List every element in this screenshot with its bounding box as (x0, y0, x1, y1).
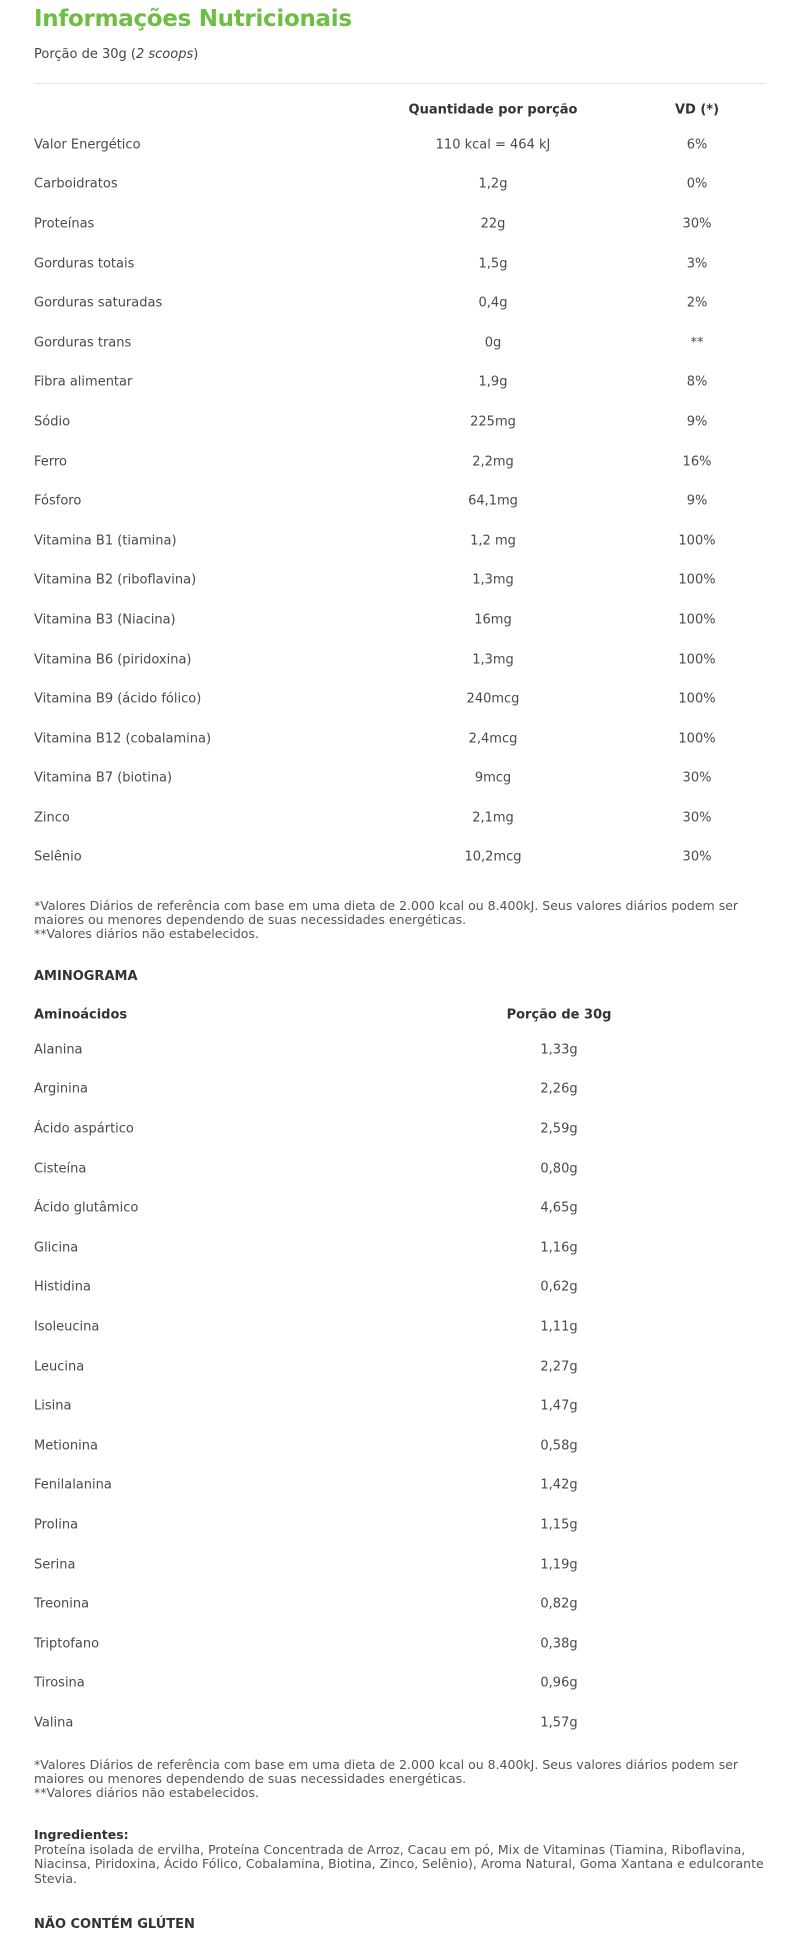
nutrition-row (34, 244, 766, 284)
nutrient-vd: 6% (686, 137, 708, 153)
amino-name: Fenilalanina (34, 1477, 112, 1493)
nutrition-row (34, 640, 766, 680)
gluten-notice: NÃO CONTÉM GLÚTEN (34, 1917, 195, 1932)
nutrient-quantity: 22g (480, 216, 506, 232)
nutrition-row (34, 363, 766, 403)
nutrient-name: Vitamina B2 (riboflavina) (34, 572, 197, 588)
nutrient-quantity: 9mcg (474, 770, 512, 786)
amino-name: Valina (34, 1715, 74, 1731)
amino-portion: 2,59g (540, 1121, 578, 1137)
aminogram-footnotes (34, 1758, 774, 1800)
nutrition-footnotes (34, 899, 774, 941)
amino-portion: 1,57g (540, 1715, 578, 1731)
amino-portion: 0,82g (540, 1596, 578, 1612)
amino-portion: 1,11g (540, 1319, 578, 1335)
amino-name: Cisteína (34, 1161, 87, 1177)
ingredients-label: Ingredientes: (34, 1827, 129, 1842)
nutrient-name: Vitamina B9 (ácido fólico) (34, 691, 202, 707)
aminogram-table-header (34, 1000, 766, 1030)
nutrient-quantity: 0g (484, 335, 502, 351)
nutrient-quantity: 1,3mg (472, 652, 514, 668)
amino-name: Arginina (34, 1081, 88, 1097)
amino-footnote-reference-values: *Valores Diários de referência com base em uma dieta de 2.000 kcal ou 8.400kJ. Seus valores diários podem ser maiores ou menores dependendo de suas necessidades energéticas. (34, 1757, 739, 1786)
nutrient-vd: 9% (686, 414, 708, 430)
header-divider (34, 83, 766, 84)
amino-row (34, 1505, 766, 1545)
amino-name: Ácido aspártico (34, 1121, 134, 1137)
nutrient-vd: 2% (686, 295, 708, 311)
amino-name: Lisina (34, 1398, 72, 1414)
nutrient-quantity: 1,2g (478, 176, 508, 192)
amino-row (34, 1070, 766, 1110)
aminogram-title: AMINOGRAMA (34, 969, 138, 984)
amino-row (34, 1545, 766, 1585)
nutrition-row (34, 600, 766, 640)
nutrient-name: Sódio (34, 414, 71, 430)
nutrient-quantity: 10,2mcg (464, 849, 522, 865)
nutrient-name: Fósforo (34, 493, 82, 509)
nutrient-vd: 30% (682, 216, 712, 232)
amino-row (34, 1584, 766, 1624)
amino-row (34, 1188, 766, 1228)
nutrient-vd: 100% (678, 731, 716, 747)
nutrient-quantity: 16mg (474, 612, 512, 628)
nutrient-quantity: 110 kcal = 464 kJ (435, 137, 551, 153)
amino-row (34, 1466, 766, 1506)
amino-footnote-not-established: **Valores diários não estabelecidos. (34, 1785, 259, 1800)
amino-name: Metionina (34, 1438, 98, 1454)
nutrition-row (34, 323, 766, 363)
nutrient-vd: 8% (686, 374, 708, 390)
ingredients-block (34, 1828, 774, 1886)
nutrition-row (34, 719, 766, 759)
nutrient-vd: 30% (682, 810, 712, 826)
amino-row (34, 1109, 766, 1149)
nutrient-vd: ** (690, 335, 704, 351)
nutrient-vd: 3% (686, 256, 708, 272)
nutrition-table (34, 95, 766, 877)
nutrient-name: Ferro (34, 454, 67, 470)
nutrient-name: Vitamina B7 (biotina) (34, 770, 173, 786)
amino-portion: 1,47g (540, 1398, 578, 1414)
amino-row (34, 1228, 766, 1268)
nutrient-name: Proteínas (34, 216, 95, 232)
column-header-vd: VD (*) (674, 102, 720, 118)
column-header-amino-acids: Aminoácidos (34, 1007, 128, 1023)
amino-name: Alanina (34, 1042, 83, 1058)
nutrient-vd: 0% (686, 176, 708, 192)
nutrition-row (34, 798, 766, 838)
nutrient-vd: 30% (682, 849, 712, 865)
amino-name: Ácido glutâmico (34, 1200, 139, 1216)
amino-row (34, 1268, 766, 1308)
amino-row (34, 1030, 766, 1070)
nutrient-name: Vitamina B1 (tiamina) (34, 533, 177, 549)
nutrient-name: Carboidratos (34, 176, 118, 192)
nutrient-quantity: 2,1mg (472, 810, 514, 826)
nutrition-row (34, 402, 766, 442)
amino-row (34, 1624, 766, 1664)
serving-prefix: Porção de 30g ( (34, 47, 136, 62)
amino-portion: 1,42g (540, 1477, 578, 1493)
nutrient-quantity: 225mg (470, 414, 516, 430)
nutrient-name: Zinco (34, 810, 70, 826)
amino-row (34, 1664, 766, 1704)
amino-name: Tirosina (34, 1675, 85, 1691)
amino-portion: 0,62g (540, 1279, 578, 1295)
nutrient-quantity: 1,9g (478, 374, 508, 390)
serving-italic: 2 scoops (135, 47, 194, 62)
amino-portion: 1,19g (540, 1557, 578, 1573)
nutrition-row (34, 204, 766, 244)
amino-row (34, 1149, 766, 1189)
nutrient-vd: 16% (682, 454, 712, 470)
nutrition-row (34, 283, 766, 323)
nutrition-row (34, 125, 766, 165)
amino-row (34, 1347, 766, 1387)
column-header-portion: Porção de 30g (506, 1007, 612, 1023)
amino-portion: 1,15g (540, 1517, 578, 1533)
nutrition-row (34, 521, 766, 561)
amino-row (34, 1307, 766, 1347)
nutrient-name: Gorduras trans (34, 335, 132, 351)
nutrient-name: Vitamina B6 (piridoxina) (34, 652, 192, 668)
nutrient-quantity: 240mcg (466, 691, 520, 707)
amino-name: Isoleucina (34, 1319, 100, 1335)
nutrient-quantity: 2,4mcg (468, 731, 518, 747)
nutrition-row (34, 759, 766, 799)
nutrition-row (34, 165, 766, 205)
aminogram-rows (34, 1030, 766, 1743)
nutrition-table-header (34, 95, 766, 125)
nutrient-vd: 100% (678, 533, 716, 549)
serving-suffix: ) (193, 47, 199, 62)
nutrient-vd: 9% (686, 493, 708, 509)
nutrition-row (34, 561, 766, 601)
amino-portion: 2,26g (540, 1081, 578, 1097)
page-title: Informações Nutricionais (34, 6, 352, 32)
nutrient-vd: 100% (678, 572, 716, 588)
nutrient-name: Selênio (34, 849, 82, 865)
amino-portion: 0,80g (540, 1161, 578, 1177)
nutrient-vd: 100% (678, 652, 716, 668)
nutrient-vd: 30% (682, 770, 712, 786)
nutrient-quantity: 1,5g (478, 256, 508, 272)
amino-name: Glicina (34, 1240, 79, 1256)
footnote-not-established: **Valores diários não estabelecidos. (34, 926, 259, 941)
amino-portion: 4,65g (540, 1200, 578, 1216)
amino-portion: 0,38g (540, 1636, 578, 1652)
nutrient-name: Fibra alimentar (34, 374, 133, 390)
nutrition-row (34, 481, 766, 521)
nutrient-quantity: 0,4g (478, 295, 508, 311)
nutrient-quantity: 2,2mg (472, 454, 514, 470)
amino-portion: 1,16g (540, 1240, 578, 1256)
nutrition-row (34, 838, 766, 878)
amino-name: Leucina (34, 1359, 85, 1375)
aminogram-table (34, 1000, 766, 1743)
amino-portion: 2,27g (540, 1359, 578, 1375)
amino-name: Treonina (34, 1596, 90, 1612)
amino-name: Prolina (34, 1517, 79, 1533)
nutrient-name: Vitamina B3 (Niacina) (34, 612, 176, 628)
footnote-reference-values: *Valores Diários de referência com base em uma dieta de 2.000 kcal ou 8.400kJ. Seus valores diários podem ser maiores ou menores dependendo de suas necessidades energéticas. (34, 898, 739, 927)
nutrient-name: Valor Energético (34, 137, 141, 153)
amino-name: Serina (34, 1557, 76, 1573)
nutrient-quantity: 1,2 mg (470, 533, 516, 549)
amino-row (34, 1426, 766, 1466)
amino-row (34, 1386, 766, 1426)
nutrient-quantity: 64,1mg (468, 493, 518, 509)
amino-portion: 0,96g (540, 1675, 578, 1691)
nutrient-quantity: 1,3mg (472, 572, 514, 588)
nutrition-row (34, 679, 766, 719)
nutrient-vd: 100% (678, 691, 716, 707)
amino-portion: 0,58g (540, 1438, 578, 1454)
nutrition-row (34, 442, 766, 482)
ingredients-text: Proteína isolada de ervilha, Proteína Concentrada de Arroz, Cacau em pó, Mix de Vitaminas (Tiamina, Riboflavina, Niacinsa, Piridoxina, Ácido Fólico, Cobalamina, Biotina, Zinco, Selênio), Aroma Natural, Goma Xantana e edulcorante Stevia. (34, 1841, 764, 1886)
amino-row (34, 1703, 766, 1743)
nutrition-rows (34, 125, 766, 877)
nutrient-vd: 100% (678, 612, 716, 628)
nutrient-name: Vitamina B12 (cobalamina) (34, 731, 212, 747)
column-header-quantity: Quantidade por porção (408, 102, 578, 118)
serving-size (34, 47, 198, 62)
amino-name: Triptofano (34, 1636, 100, 1652)
amino-name: Histidina (34, 1279, 91, 1295)
nutrient-name: Gorduras totais (34, 256, 135, 272)
amino-portion: 1,33g (540, 1042, 578, 1058)
nutrient-name: Gorduras saturadas (34, 295, 163, 311)
